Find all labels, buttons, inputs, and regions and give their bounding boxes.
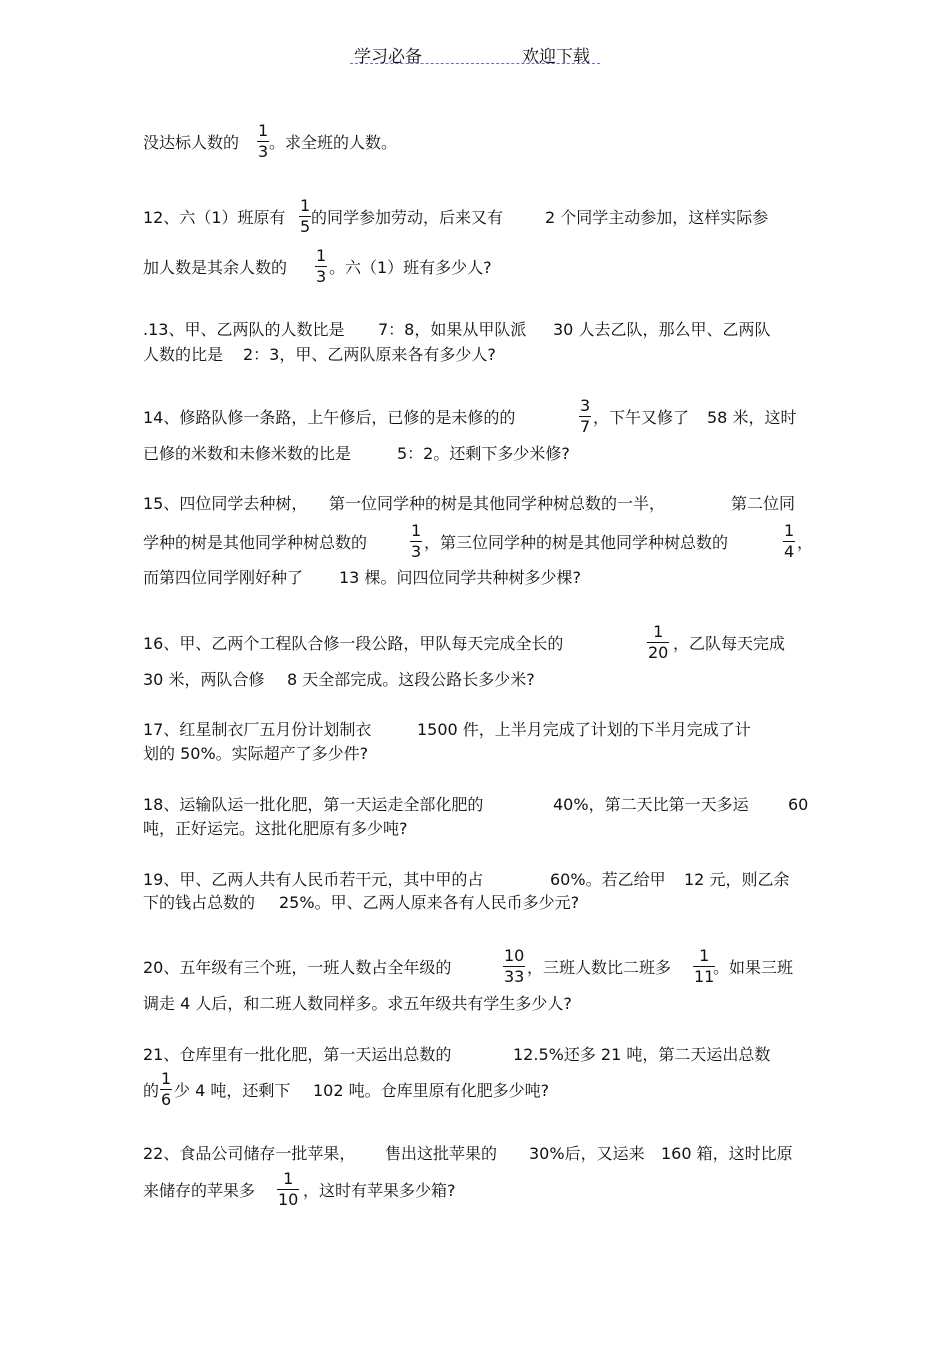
text: ，下午又修了 bbox=[593, 408, 690, 427]
text: 21、仓库里有一批化肥，第一天运出总数的 bbox=[143, 1045, 452, 1064]
numerator: 1 bbox=[283, 1169, 294, 1188]
text: 2：3，甲、乙两队原来各有多少人? bbox=[243, 345, 496, 364]
text: 来储存的苹果多 bbox=[143, 1181, 256, 1200]
text: 2 个同学主动参加，这样实际参 bbox=[545, 208, 769, 227]
text: 58 米，这时 bbox=[707, 408, 797, 427]
denominator: 3 bbox=[258, 142, 269, 161]
text: 学种的树是其他同学种树总数的 bbox=[143, 533, 368, 552]
text: 19、甲、乙两人共有人民币若干元，其中甲的占 bbox=[143, 870, 484, 889]
text: 60 bbox=[788, 795, 809, 814]
text: 22、食品公司储存一批苹果， bbox=[143, 1144, 356, 1163]
fraction bbox=[315, 248, 327, 285]
numerator: 1 bbox=[258, 121, 269, 140]
text: 18、运输队运一批化肥，第一天运走全部化肥的 bbox=[143, 795, 484, 814]
text: ， bbox=[797, 533, 814, 552]
text: 。六（1）班有多少人? bbox=[329, 258, 492, 277]
fraction bbox=[299, 198, 311, 235]
text: 14、修路队修一条路，上午修后，已修的是未修的的 bbox=[143, 408, 516, 427]
text: 少 4 吨，还剩下 bbox=[174, 1081, 291, 1100]
numerator: 3 bbox=[580, 396, 591, 415]
text: 的同学参加劳动，后来又有 bbox=[311, 208, 504, 227]
text: 划的 50%。实际超产了多少件? bbox=[143, 744, 369, 763]
text: 的 bbox=[143, 1081, 160, 1100]
page-header bbox=[350, 40, 600, 66]
denominator: 20 bbox=[648, 643, 669, 662]
text: 售出这批苹果的 bbox=[385, 1144, 498, 1163]
numerator: 1 bbox=[411, 521, 422, 540]
text: 5：2。还剩下多少米修? bbox=[397, 444, 570, 463]
text: 40%，第二天比第一天多运 bbox=[553, 795, 749, 814]
text: ，这时有苹果多少箱? bbox=[303, 1181, 456, 1200]
fraction bbox=[579, 398, 591, 435]
text: 调走 4 人后，和二班人数同样多。求五年级共有学生多少人? bbox=[143, 994, 572, 1013]
text: 没达标人数的 bbox=[143, 133, 240, 152]
numerator: 1 bbox=[161, 1069, 172, 1088]
numerator: 1 bbox=[699, 946, 710, 965]
text: 15、四位同学去种树， bbox=[143, 494, 308, 513]
header-dashed-rule bbox=[350, 63, 600, 64]
numerator: 1 bbox=[300, 196, 311, 215]
text: 。如果三班 bbox=[713, 958, 794, 977]
text: ，第三位同学种的树是其他同学种树总数的 bbox=[424, 533, 729, 552]
text: 人数的比是 bbox=[143, 345, 224, 364]
numerator: 10 bbox=[504, 946, 525, 965]
fraction bbox=[647, 624, 669, 661]
denominator: 7 bbox=[580, 417, 591, 436]
denominator: 4 bbox=[784, 542, 795, 561]
text: 102 吨。仓库里原有化肥多少吨? bbox=[313, 1081, 550, 1100]
numerator: 1 bbox=[316, 246, 327, 265]
header-right-text: 欢迎下载 bbox=[522, 47, 590, 67]
numerator: 1 bbox=[784, 521, 795, 540]
denominator: 6 bbox=[161, 1090, 172, 1109]
denominator: 3 bbox=[316, 267, 327, 286]
text: ，乙队每天完成 bbox=[673, 634, 786, 653]
text: 16、甲、乙两个工程队合修一段公路，甲队每天完成全长的 bbox=[143, 634, 564, 653]
text: 17、红星制衣厂五月份计划制衣 bbox=[143, 720, 372, 739]
text: .13、甲、乙两队的人数比是 bbox=[143, 320, 345, 339]
fraction bbox=[160, 1071, 172, 1108]
fraction bbox=[410, 523, 422, 560]
text: 7：8，如果从甲队派 bbox=[378, 320, 527, 339]
text: 25%。甲、乙两人原来各有人民币多少元? bbox=[279, 893, 580, 912]
text: 加人数是其余人数的 bbox=[143, 258, 288, 277]
text: 下的钱占总数的 bbox=[143, 893, 256, 912]
text: 已修的米数和未修米数的比是 bbox=[143, 444, 352, 463]
numerator: 1 bbox=[653, 622, 664, 641]
fraction bbox=[503, 948, 525, 985]
text: ，三班人数比二班多 bbox=[527, 958, 672, 977]
text: 13 棵。问四位同学共种树多少棵? bbox=[339, 568, 581, 587]
text: 30 人去乙队，那么甲、乙两队 bbox=[553, 320, 771, 339]
text: 吨，正好运完。这批化肥原有多少吨? bbox=[143, 819, 408, 838]
text: 。求全班的人数。 bbox=[269, 133, 398, 152]
denominator: 11 bbox=[694, 967, 715, 986]
denominator: 3 bbox=[411, 542, 422, 561]
denominator: 5 bbox=[300, 217, 311, 236]
text: 30 米，两队合修 bbox=[143, 670, 265, 689]
fraction bbox=[783, 523, 795, 560]
fraction bbox=[277, 1171, 299, 1208]
fraction bbox=[693, 948, 715, 985]
text: 第二位同 bbox=[731, 494, 796, 513]
text: 第一位同学种的树是其他同学种树总数的一半， bbox=[329, 494, 666, 513]
text: 160 箱，这时比原 bbox=[661, 1144, 793, 1163]
denominator: 33 bbox=[504, 967, 525, 986]
text: 20、五年级有三个班，一班人数占全年级的 bbox=[143, 958, 452, 977]
denominator: 10 bbox=[278, 1190, 299, 1209]
text: 12.5%还多 21 吨，第二天运出总数 bbox=[513, 1045, 771, 1064]
text: 12 元，则乙余 bbox=[684, 870, 790, 889]
fraction bbox=[257, 123, 269, 160]
text: 60%。若乙给甲 bbox=[550, 870, 666, 889]
text: 而第四位同学刚好种了 bbox=[143, 568, 304, 587]
header-left-text: 学习必备 bbox=[354, 47, 422, 67]
text: 1500 件，上半月完成了计划的下半月完成了计 bbox=[417, 720, 751, 739]
text: 8 天全部完成。这段公路长多少米? bbox=[287, 670, 535, 689]
text: 12、六（1）班原有 bbox=[143, 208, 286, 227]
text: 30%后，又运来 bbox=[529, 1144, 645, 1163]
